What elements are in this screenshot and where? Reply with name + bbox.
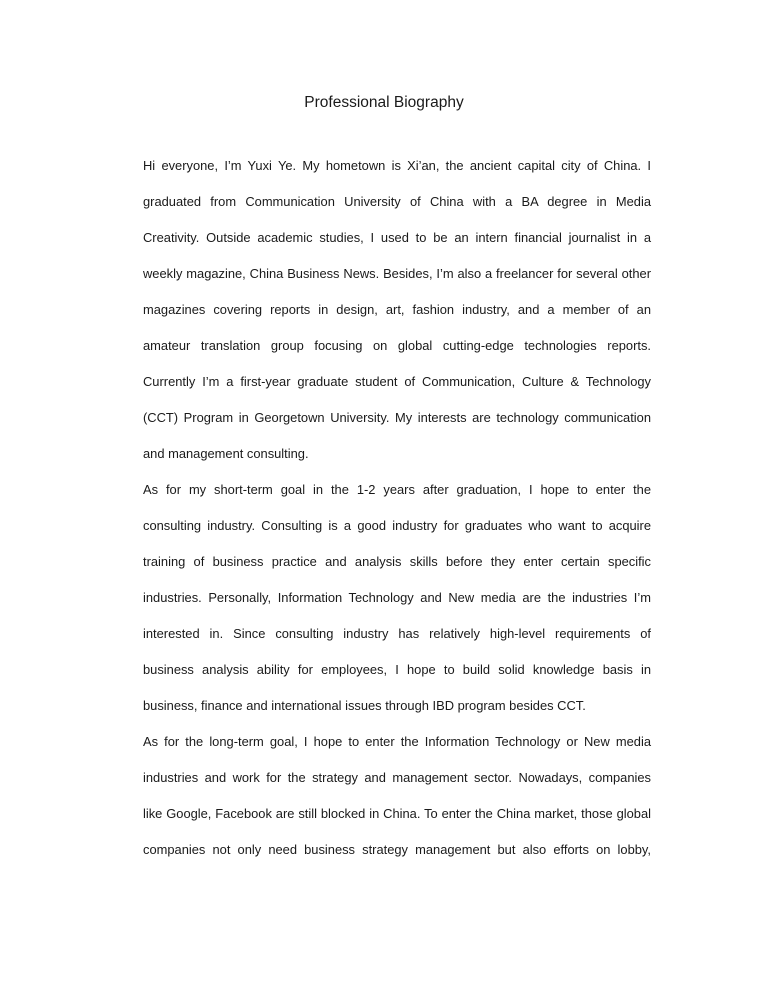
text-line: industries. Personally, Information Technology and New media are the industries I’m: [143, 590, 651, 605]
text-line: weekly magazine, China Business News. Besides, I’m also a freelancer for several other: [143, 266, 651, 281]
paragraph-introduction: [143, 148, 651, 472]
paragraph-short-term-goal: [143, 472, 651, 724]
text-line: industries and work for the strategy and management sector. Nowadays, companies: [143, 770, 651, 785]
text-line: graduated from Communication University of China with a BA degree in Media: [143, 194, 651, 209]
text-line: (CCT) Program in Georgetown University. My interests are technology communication: [143, 410, 651, 425]
text-line: Creativity. Outside academic studies, I used to be an intern financial journalist in a: [143, 230, 651, 245]
document-title: Professional Biography: [304, 94, 464, 111]
text-line: business analysis ability for employees, I hope to build solid knowledge basis in: [143, 662, 651, 677]
text-line: magazines covering reports in design, art, fashion industry, and a member of an: [143, 302, 651, 317]
text-line: As for the long-term goal, I hope to enter the Information Technology or New media: [143, 734, 651, 749]
paragraph-long-term-goal: [143, 724, 651, 868]
text-line: companies not only need business strategy management but also efforts on lobby,: [143, 842, 651, 857]
text-line: like Google, Facebook are still blocked in China. To enter the China market, those global: [143, 806, 651, 821]
document-body: [143, 148, 651, 868]
text-line: business, finance and international issues through IBD program besides CCT.: [143, 698, 586, 713]
text-line: Hi everyone, I’m Yuxi Ye. My hometown is Xi’an, the ancient capital city of China. I: [143, 158, 651, 173]
text-line: As for my short-term goal in the 1-2 years after graduation, I hope to enter the: [143, 482, 651, 497]
text-line: and management consulting.: [143, 446, 309, 461]
text-line: Currently I’m a first-year graduate student of Communication, Culture & Technology: [143, 374, 651, 389]
text-line: interested in. Since consulting industry has relatively high-level requirements of: [143, 626, 651, 641]
text-line: consulting industry. Consulting is a good industry for graduates who want to acquire: [143, 518, 651, 533]
text-line: training of business practice and analysis skills before they enter certain specific: [143, 554, 651, 569]
text-line: amateur translation group focusing on global cutting-edge technologies reports.: [143, 338, 651, 353]
